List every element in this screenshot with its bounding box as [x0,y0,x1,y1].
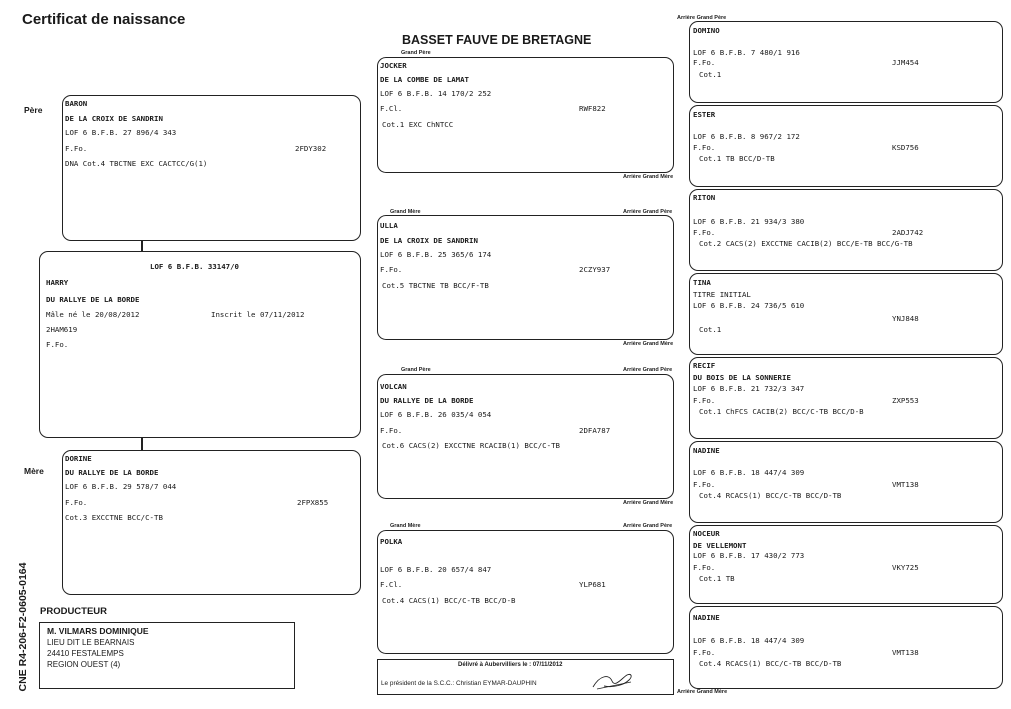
president-line: Le président de la S.C.C.: Christian EYMAR-DAUPHIN [381,680,537,687]
great-grandparent-box [689,441,1003,523]
grandparent-box [377,57,674,173]
great-grandparent-cot: Cot.2 CACS(2) EXCCTNE CACIB(2) BCC/E-TB BCC/G-TB [699,239,913,248]
side-code: CNE R4-206-F2-0605-0164 [17,562,29,692]
pere-lof: LOF 6 B.F.B. 27 896/4 343 [65,128,177,137]
subject-birth: Mâle né le 20/08/2012 [46,310,140,319]
grandparent-cot: Cot.1 EXC ChNTCC [382,120,454,129]
great-grandparent-box [689,105,1003,187]
mere-cot: Cot.3 EXCCTNE BCC/C-TB [65,513,163,522]
grandparent-box [377,215,674,340]
grand-pere-label: Grand Père [401,50,431,56]
great-grandparent-cot: Cot.4 RCACS(1) BCC/C-TB BCC/D-TB [699,491,842,500]
grandparent-affix: DE LA COMBE DE LAMAT [380,75,469,84]
great-grandparent-id: YNJ848 [892,314,919,323]
great-grandparent-lof: LOF 6 B.F.B. 8 967/2 172 [693,132,800,141]
great-grandparent-box [689,357,1003,439]
subject-lof: LOF 6 B.F.B. 33147/0 [150,262,239,271]
delivery-date: Délivré à Aubervilliers le : 07/11/2012 [458,662,563,668]
great-grandparent-affix: TITRE INITIAL [693,290,751,299]
great-grandparent-name: TINA [693,278,711,287]
grandparent-cot: Cot.4 CACS(1) BCC/C-TB BCC/D-B [382,596,516,605]
producteur-line3: REGION OUEST (4) [47,660,121,669]
mere-name: DORINE [65,454,92,463]
great-grandparent-color: F.Fo. [693,58,716,67]
producteur-heading: PRODUCTEUR [40,606,108,617]
subject-id: 2HAM619 [46,325,78,334]
great-grandparent-id: VKY725 [892,563,919,572]
great-grandparent-name: ESTER [693,110,716,119]
great-grandparent-cot: Cot.4 RCACS(1) BCC/C-TB BCC/D-TB [699,659,842,668]
grandparent-color: F.Fo. [380,265,403,274]
great-grandparent-name: RECIF [693,361,716,370]
great-grandparent-id: VMT138 [892,480,919,489]
grandparent-cot: Cot.5 TBCTNE TB BCC/F-TB [382,281,489,290]
mere-lof: LOF 6 B.F.B. 29 578/7 044 [65,482,177,491]
producteur-line1: LIEU DIT LE BEARNAIS [47,638,135,647]
grandparent-name: VOLCAN [380,382,407,391]
grandparent-id: RWF822 [579,104,606,113]
arriere-grand-pere-label: Arrière Grand Père [623,523,673,529]
subject-name: HARRY [46,278,69,287]
pere-color: F.Fo. [65,144,88,153]
great-grandparent-lof: LOF 6 B.F.B. 17 430/2 773 [693,551,805,560]
grandparent-color: F.Cl. [380,104,403,113]
grand-pere-label: Grand Père [401,367,431,373]
great-grandparent-cot: Cot.1 [699,70,722,79]
great-grandparent-cot: Cot.1 ChFCS CACIB(2) BCC/C-TB BCC/D-B [699,407,864,416]
delivery-box [377,659,674,695]
breed-title: BASSET FAUVE DE BRETAGNE [402,33,592,47]
grandparent-affix: DE LA CROIX DE SANDRIN [380,236,478,245]
great-grandparent-box [689,525,1003,604]
pere-box [62,95,361,241]
connector-line [141,437,143,451]
great-grandparent-id: VMT138 [892,648,919,657]
grandparent-name: POLKA [380,537,403,546]
great-grandparent-name: DOMINO [693,26,720,35]
pere-cot: DNA Cot.4 TBCTNE EXC CACTCC/G(1) [65,159,208,168]
great-grandparent-color: F.Fo. [693,396,716,405]
arriere-grand-mere-label: Arrière Grand Mère [623,341,674,347]
great-grandparent-name: NOCEUR [693,529,720,538]
grandparent-box [377,374,674,499]
pere-label: Père [24,105,43,115]
subject-affix: DU RALLYE DE LA BORDE [46,295,140,304]
great-grandparent-affix: DU BOIS DE LA SONNERIE [693,373,791,382]
great-grandparent-id: KSD756 [892,143,919,152]
producteur-line2: 24410 FESTALEMPS [47,649,124,658]
grandparent-id: 2CZY937 [579,265,611,274]
pere-affix: DE LA CROIX DE SANDRIN [65,114,163,123]
arriere-grand-pere-label: Arrière Grand Père [677,15,727,21]
great-grandparent-id: ZXP553 [892,396,919,405]
producteur-box [39,622,295,689]
grand-mere-label: Grand Mère [390,209,421,215]
arriere-grand-pere-label: Arrière Grand Père [623,209,673,215]
mere-color: F.Fo. [65,498,88,507]
grandparent-cot: Cot.6 CACS(2) EXCCTNE RCACIB(1) BCC/C-TB [382,441,560,450]
great-grandparent-name: NADINE [693,613,720,622]
grand-mere-label: Grand Mère [390,523,421,529]
grandparent-id: 2DFA787 [579,426,611,435]
great-grandparent-lof: LOF 6 B.F.B. 21 934/3 380 [693,217,805,226]
grandparent-affix: DU RALLYE DE LA BORDE [380,396,474,405]
great-grandparent-lof: LOF 6 B.F.B. 24 736/5 610 [693,301,805,310]
great-grandparent-color: F.Fo. [693,648,716,657]
great-grandparent-color: F.Fo. [693,143,716,152]
pere-name: BARON [65,99,88,108]
grandparent-id: YLP681 [579,580,606,589]
mere-affix: DU RALLYE DE LA BORDE [65,468,159,477]
signature-icon [591,670,635,692]
great-grandparent-cot: Cot.1 TB [699,574,735,583]
grandparent-name: JOCKER [380,61,407,70]
arriere-grand-mere-label: Arrière Grand Mère [623,174,674,180]
great-grandparent-box [689,606,1003,689]
great-grandparent-name: NADINE [693,446,720,455]
great-grandparent-color: F.Fo. [693,563,716,572]
great-grandparent-lof: LOF 6 B.F.B. 7 480/1 916 [693,48,800,57]
grandparent-lof: LOF 6 B.F.B. 20 657/4 847 [380,565,492,574]
grandparent-color: F.Cl. [380,580,403,589]
pere-id: 2FDY302 [295,144,327,153]
arriere-grand-mere-label: Arrière Grand Mère [677,689,728,695]
grandparent-lof: LOF 6 B.F.B. 26 035/4 054 [380,410,492,419]
grandparent-box [377,530,674,654]
great-grandparent-affix: DE VELLEMONT [693,541,747,550]
subject-color: F.Fo. [46,340,69,349]
great-grandparent-box [689,273,1003,355]
page-title: Certificat de naissance [22,11,186,28]
great-grandparent-name: RITON [693,193,716,202]
mere-id: 2FPX855 [297,498,329,507]
subject-box [39,251,361,438]
great-grandparent-cot: Cot.1 [699,325,722,334]
grandparent-lof: LOF 6 B.F.B. 25 365/6 174 [380,250,492,259]
arriere-grand-pere-label: Arrière Grand Père [623,367,673,373]
great-grandparent-box [689,21,1003,103]
great-grandparent-box [689,189,1003,271]
grandparent-color: F.Fo. [380,426,403,435]
mere-label: Mère [24,466,44,476]
great-grandparent-id: 2ADJ742 [892,228,924,237]
great-grandparent-lof: LOF 6 B.F.B. 18 447/4 309 [693,636,805,645]
great-grandparent-color: F.Fo. [693,480,716,489]
producteur-name: M. VILMARS DOMINIQUE [47,626,149,636]
great-grandparent-id: JJM454 [892,58,919,67]
mere-box [62,450,361,595]
great-grandparent-lof: LOF 6 B.F.B. 21 732/3 347 [693,384,805,393]
arriere-grand-mere-label: Arrière Grand Mère [623,500,674,506]
grandparent-name: ULLA [380,221,398,230]
subject-inscrit: Inscrit le 07/11/2012 [211,310,305,319]
grandparent-lof: LOF 6 B.F.B. 14 170/2 252 [380,89,492,98]
great-grandparent-lof: LOF 6 B.F.B. 18 447/4 309 [693,468,805,477]
great-grandparent-color: F.Fo. [693,228,716,237]
great-grandparent-cot: Cot.1 TB BCC/D-TB [699,154,775,163]
